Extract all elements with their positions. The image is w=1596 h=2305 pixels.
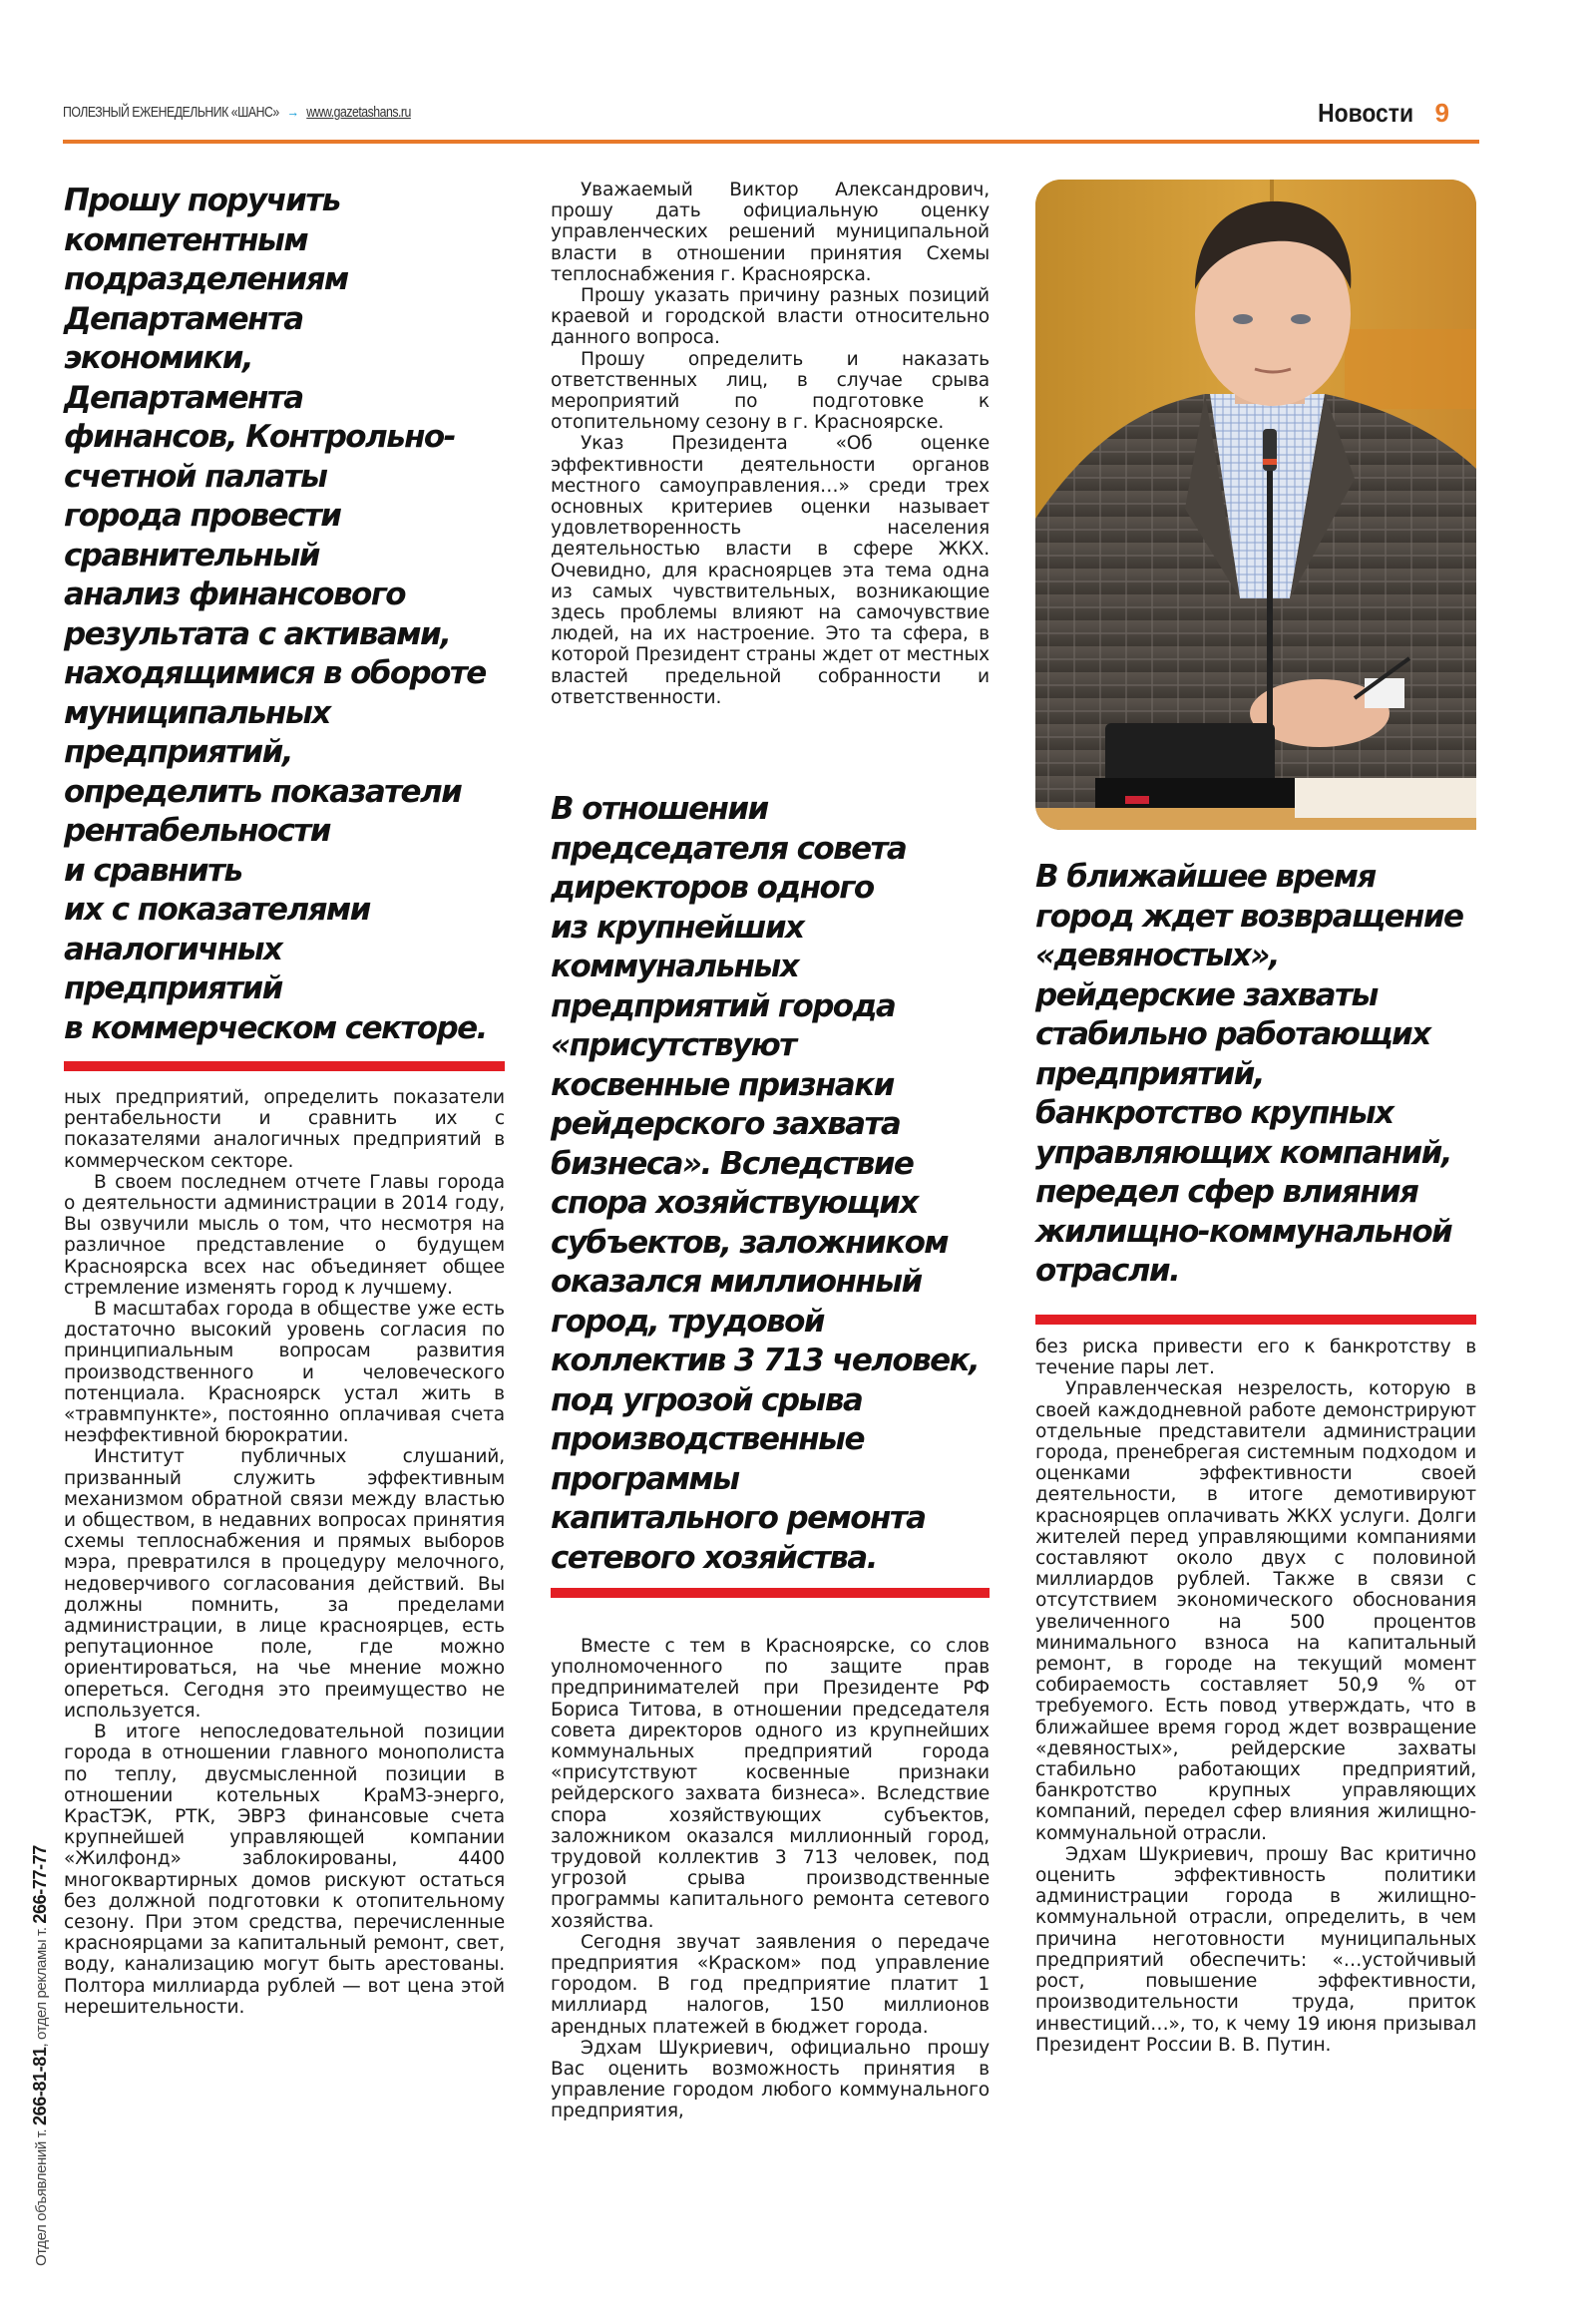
advertising-dept-label: , отдел рекламы т. — [33, 1927, 50, 2048]
contact-strip — [30, 1845, 51, 2266]
page-header — [63, 98, 1449, 144]
paragraph: Прошу указать причину разных позиций краевой и городской власти относительно данного вопроса. — [551, 285, 990, 349]
pullquote-divider — [1035, 1315, 1476, 1325]
paragraph: В своем последнем отчете Главы города о деятельности администрации в 2014 году, Вы озвучили мысль о том, что несмотря на различное представление о будущем Красноярска всех нас объединяет общее стремление изменять город к лучшему. — [64, 1171, 505, 1299]
article-body-right — [1035, 1337, 1476, 2056]
paragraph: Институт публичных слушаний, призванный служить эффективным механизмом обратной связи между властью и обществом, в недавних вопросах принятия схемы теплоснабжения и прямых выборов мэра, превратился в процедуру мелочного, недоверчивого согласования действий. Вы должны помнить, за пределами администрации, в лице красноярцев, есть репутационное поле, где можно ориентироваться, на чье мнение можно опереться. Сегодня это преимущество не используется. — [64, 1446, 505, 1722]
masthead — [63, 104, 411, 121]
advertising-dept-phone: 266-77-77 — [30, 1845, 50, 1924]
paragraph: Вместе с тем в Красноярске, со слов уполномоченного по защите прав предпринимателей при Президенте РФ Бориса Титова, в отношении председателя совета директоров одного из крупнейших коммунальных предприятий города «присутствуют косвенные признаки рейдерского захвата бизнеса». Вследствие спора хозяйствующих субъектов, заложником оказался миллионный город, трудовой коллектив 3 713 человек, под угрозой срыва производственные программы капитального ремонта сетевого хозяйства. — [551, 1636, 990, 1932]
paragraph: Сегодня звучат заявления о передаче предприятия «Краском» под управление городом. В год предприятие платит 1 миллиард налогов, 150 миллионов арендных платежей в бюджет города. — [551, 1931, 990, 2038]
paragraph: Прошу определить и наказать ответственных лиц, в случае срыва мероприятий по подготовке к отопительному сезону в г. Красноярске. — [551, 348, 990, 434]
article-body-middle-top — [551, 180, 990, 708]
ads-dept-label: Отдел объявлений т. — [33, 2128, 50, 2266]
pullquote-right: В ближайшее время город ждет возвращение «девяностых», рейдерские захваты стабильно работающих предприятий, банкротство крупных управляющих компаний, передел сфер влияния жилищно-коммунальной отрасли. — [1035, 859, 1463, 1289]
article-body-middle-bottom — [551, 1636, 990, 2122]
paragraph: Эдхам Шукриевич, официально прошу Вас оценить возможность принятия в управление городом любого коммунального предприятия, — [551, 2037, 990, 2122]
pullquote-divider — [64, 1061, 505, 1071]
portrait-photo — [1035, 180, 1476, 830]
paragraph: Уважаемый Виктор Александрович, прошу дать официальную оценку управленческих решений муниципальной власти в отношении принятия Схемы теплоснабжения г. Красноярска. — [551, 180, 990, 285]
paragraph: Эдхам Шукриевич, прошу Вас критично оценить эффективность политики администрации города в жилищно-коммунальной отрасли, определить, в чем причина неготовности муниципальных предприятий обеспечить: «…устойчивый рост, повышение эффективности, производительности труда, приток инвестиций…», то, к чему 19 июня призывал Президент России В. В. Путин. — [1035, 1843, 1476, 2056]
paragraph: ных предприятий, определить показатели рентабельности и сравнить их с показателями аналогичных предприятий в коммерческом секторе. — [64, 1087, 505, 1172]
ads-dept-phone: 266-81-81 — [30, 2047, 50, 2126]
pullquote-left: Прошу поручить компетентным подразделениям Департамента экономики, Департамента финансов, Контрольно- счетной палаты города провести сравнительный анализ финансового результата с активами, находящимися в обороте муниципальных предприятий, определить показатели рентабельности и сравнить их с показателями аналогичных предприятий в коммерческом секторе. — [64, 183, 487, 1046]
arrow-right-icon: → — [286, 104, 299, 121]
paragraph: без риска привести его к банкротству в течение пары лет. — [1035, 1337, 1476, 1379]
website-link[interactable]: www.gazetashans.ru — [306, 104, 411, 121]
publication-name: ПОЛЕЗНЫЙ ЕЖЕНЕДЕЛЬНИК «ШАНС» — [63, 104, 279, 121]
section-heading — [1305, 98, 1449, 129]
paragraph: В масштабах города в обществе уже есть достаточно высокий уровень согласия по принципиальным вопросам развития производственного и человеческого потенциала. Красноярск устал жить в «травмпункте», постоянно оплачивая счета неэффективной бюрократии. — [64, 1299, 505, 1447]
page-number: 9 — [1434, 98, 1449, 128]
pullquote-divider — [551, 1588, 990, 1598]
section-title: Новости — [1317, 98, 1413, 128]
paragraph: В итоге непоследовательной позиции города в отношении главного монополиста по теплу, двусмысленной позиции в отношении котельных КраМЗ-энерго, КрасТЭК, РТК, ЭВРЗ финансовые счета крупнейшей управляющей компании «Жилфонд» заблокированы, 4400 многоквартирных домов рискуют остаться без должной подготовки к отопительному сезону. При этом средства, перечисленные красноярцами за капитальный ремонт, свет, воду, канализацию могут быть арестованы. Полтора миллиарда рублей — вот цена этой нерешительности. — [64, 1722, 505, 2018]
pullquote-middle: В отношении председателя совета директоров одного из крупнейших коммунальных предприятий города «присутствуют косвенные признаки рейдерского захвата бизнеса». Вследствие спора хозяйствующих субъектов, заложником оказался миллионный город, трудовой коллектив 3 713 человек, под угрозой срыва производственные программы капитального ремонта сетевого хозяйства. — [551, 791, 980, 1576]
paragraph: Указ Президента «Об оценке эффективности деятельности органов местного самоуправления…» среди трех основных критериев оценки называет удовлетворенность населения деятельностью власти в сфере ЖКХ. Очевидно, для красноярцев эта тема одна из самых чувствительных, возникающие здесь проблемы влияют на самочувствие людей, на их настроение. Это та сфера, в которой Президент страны ждет от местных властей предельной собранности и ответственности. — [551, 433, 990, 708]
paragraph: Управленческая незрелость, которую в своей каждодневной работе демонстрируют отдельные представители администрации города, пренебрегая системным подходом и оценками эффективности своей деятельности, в итоге демотивируют красноярцев оплачивать ЖКХ услуги. Долги жителей перед управляющими компаниями составляют около двух с половиной миллиардов рублей. Также в связи с отсутствием экономического обоснования увеличенного на 500 процентов минимального взноса на капитальный ремонт, в городе на текущий момент собираемость составляет 50,9 % от требуемого. Есть повод утверждать, что в ближайшее время город ждет возвращение «девяностых», рейдерские захваты стабильно работающих предприятий, банкротство крупных управляющих компаний, передел сфер влияния жилищно-коммунальной отрасли. — [1035, 1378, 1476, 1844]
article-body-left — [64, 1087, 505, 2018]
portrait-illustration — [1035, 180, 1476, 830]
header-divider — [63, 140, 1479, 144]
